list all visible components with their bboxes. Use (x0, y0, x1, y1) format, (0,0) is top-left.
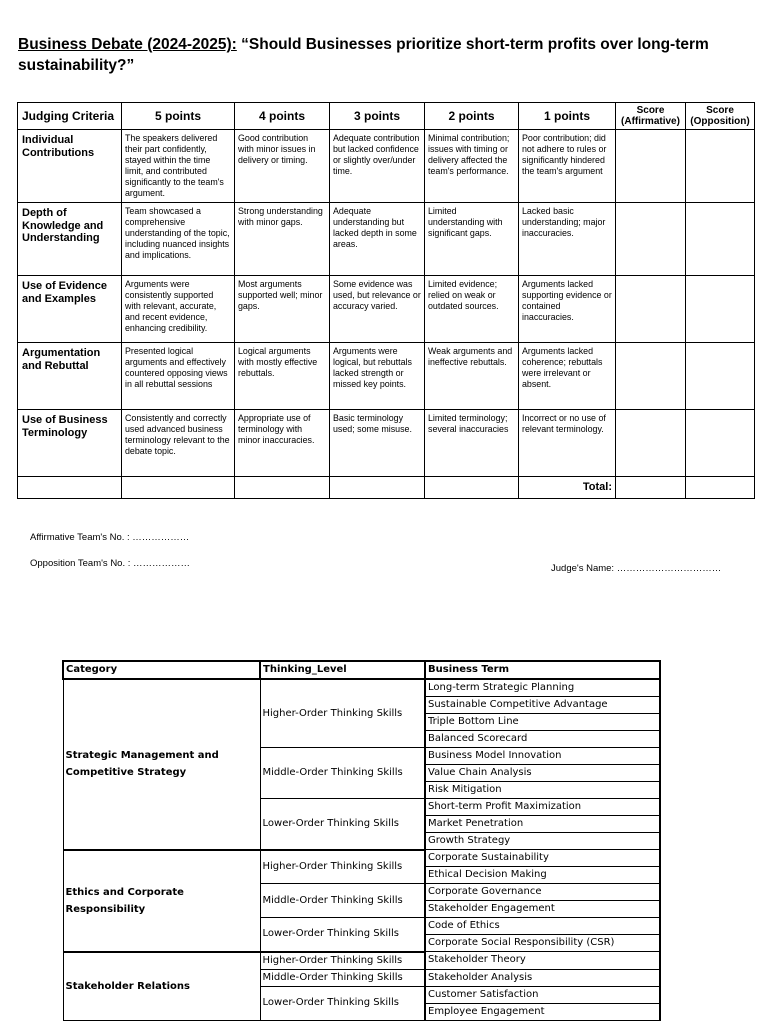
business-term-cell: Value Chain Analysis (425, 765, 660, 782)
rubric-row (18, 410, 755, 477)
rubric-row (18, 130, 755, 203)
terms-header: Thinking_Level (260, 661, 425, 679)
rubric-header: 1 points (519, 103, 616, 130)
score-opposition-cell[interactable] (686, 343, 755, 410)
rubric-descriptor-p5: Consistently and correctly used advanced business terminology relevant to the debate topic. (122, 410, 235, 477)
score-affirmative-cell[interactable] (616, 130, 686, 203)
rubric-row (18, 276, 755, 343)
judge-name-field[interactable]: Judge's Name: …………………………… (551, 563, 722, 574)
empty-cell (330, 477, 425, 499)
rubric-descriptor-p4: Appropriate use of terminology with minor inaccuracies. (235, 410, 330, 477)
thinking-level-cell: Lower-Order Thinking Skills (260, 799, 425, 850)
rubric-header-score-affirmative: Score (Affirmative) (616, 103, 686, 130)
business-term-cell: Corporate Social Responsibility (CSR) (425, 935, 660, 952)
terms-row (63, 850, 660, 867)
rubric-descriptor-p5: The speakers delivered their part confidently, stayed within the time limit, and contributed significantly to the team's argument. (122, 130, 235, 203)
total-affirmative-cell[interactable] (616, 477, 686, 499)
rubric-criterion: Argumentation and Rebuttal (18, 343, 122, 410)
thinking-level-cell: Higher-Order Thinking Skills (260, 952, 425, 970)
title-lead: Business Debate (2024-2025): (18, 36, 237, 53)
business-term-cell: Ethical Decision Making (425, 867, 660, 884)
terms-header: Business Term (425, 661, 660, 679)
score-opposition-cell[interactable] (686, 276, 755, 343)
thinking-level-cell: Middle-Order Thinking Skills (260, 969, 425, 986)
business-term-cell: Short-term Profit Maximization (425, 799, 660, 816)
rubric-header: Judging Criteria (18, 103, 122, 130)
rubric-header-score-opposition: Score (Opposition) (686, 103, 755, 130)
business-term-cell: Long-term Strategic Planning (425, 679, 660, 697)
judging-rubric-table (17, 102, 755, 499)
business-term-cell: Business Model Innovation (425, 748, 660, 765)
rubric-descriptor-p4: Most arguments supported well; minor gaps. (235, 276, 330, 343)
score-affirmative-cell[interactable] (616, 203, 686, 276)
rubric-header: 5 points (122, 103, 235, 130)
rubric-descriptor-p1: Arguments lacked coherence; rebuttals were irrelevant or absent. (519, 343, 616, 410)
thinking-level-cell: Lower-Order Thinking Skills (260, 918, 425, 952)
rubric-descriptor-p2: Minimal contribution; issues with timing or delivery affected the team's performance. (425, 130, 519, 203)
rubric-descriptor-p4: Good contribution with minor issues in delivery or timing. (235, 130, 330, 203)
total-label: Total: (519, 477, 616, 499)
rubric-row (18, 343, 755, 410)
page-title (18, 34, 748, 76)
business-term-cell: Sustainable Competitive Advantage (425, 697, 660, 714)
business-term-cell: Customer Satisfaction (425, 986, 660, 1003)
empty-cell (235, 477, 330, 499)
rubric-total-row (18, 477, 755, 499)
empty-cell (122, 477, 235, 499)
score-affirmative-cell[interactable] (616, 343, 686, 410)
business-term-cell: Corporate Sustainability (425, 850, 660, 867)
opposition-team-field[interactable]: Opposition Team's No. : ……………… (30, 558, 191, 569)
rubric-descriptor-p3: Basic terminology used; some misuse. (330, 410, 425, 477)
rubric-descriptor-p4: Strong understanding with minor gaps. (235, 203, 330, 276)
thinking-level-cell: Middle-Order Thinking Skills (260, 884, 425, 918)
thinking-level-cell: Middle-Order Thinking Skills (260, 748, 425, 799)
terms-row (63, 679, 660, 697)
business-term-cell: Code of Ethics (425, 918, 660, 935)
rubric-criterion: Depth of Knowledge and Understanding (18, 203, 122, 276)
business-term-cell: Risk Mitigation (425, 782, 660, 799)
rubric-descriptor-p5: Team showcased a comprehensive understanding of the topic, including nuanced insights and implications. (122, 203, 235, 276)
rubric-criterion: Use of Business Terminology (18, 410, 122, 477)
rubric-descriptor-p2: Limited evidence; relied on weak or outdated sources. (425, 276, 519, 343)
business-term-cell: Corporate Governance (425, 884, 660, 901)
rubric-header: 3 points (330, 103, 425, 130)
rubric-descriptor-p3: Adequate contribution but lacked confidence or slightly over/under time. (330, 130, 425, 203)
business-term-cell: Stakeholder Theory (425, 952, 660, 970)
rubric-descriptor-p3: Adequate understanding but lacked depth in some areas. (330, 203, 425, 276)
terms-row (63, 952, 660, 970)
category-cell: Stakeholder Relations (63, 952, 260, 1021)
score-opposition-cell[interactable] (686, 203, 755, 276)
rubric-descriptor-p3: Arguments were logical, but rebuttals lacked strength or missed key points. (330, 343, 425, 410)
rubric-descriptor-p1: Lacked basic understanding; major inaccuracies. (519, 203, 616, 276)
business-term-cell: Stakeholder Analysis (425, 969, 660, 986)
empty-cell (18, 477, 122, 499)
score-affirmative-cell[interactable] (616, 276, 686, 343)
thinking-level-cell: Higher-Order Thinking Skills (260, 850, 425, 884)
business-term-cell: Triple Bottom Line (425, 714, 660, 731)
category-cell: Strategic Management and Competitive Strategy (63, 679, 260, 850)
score-affirmative-cell[interactable] (616, 410, 686, 477)
rubric-descriptor-p1: Poor contribution; did not adhere to rules or significantly hindered the team's argument (519, 130, 616, 203)
business-term-cell: Stakeholder Engagement (425, 901, 660, 918)
total-opposition-cell[interactable] (686, 477, 755, 499)
terms-header-row (63, 661, 660, 679)
rubric-row (18, 203, 755, 276)
rubric-header-row (18, 103, 755, 130)
rubric-descriptor-p2: Weak arguments and ineffective rebuttals. (425, 343, 519, 410)
business-term-cell: Market Penetration (425, 816, 660, 833)
terms-header: Category (63, 661, 260, 679)
rubric-header: 2 points (425, 103, 519, 130)
score-opposition-cell[interactable] (686, 410, 755, 477)
rubric-descriptor-p1: Incorrect or no use of relevant terminology. (519, 410, 616, 477)
score-opposition-cell[interactable] (686, 130, 755, 203)
empty-cell (425, 477, 519, 499)
thinking-level-cell: Lower-Order Thinking Skills (260, 986, 425, 1020)
rubric-criterion: Use of Evidence and Examples (18, 276, 122, 343)
business-term-cell: Balanced Scorecard (425, 731, 660, 748)
title-question: “Should Businesses prioritize short-term profits over long-term sustainability?” (18, 36, 709, 74)
business-term-cell: Employee Engagement (425, 1003, 660, 1020)
rubric-descriptor-p2: Limited understanding with significant gaps. (425, 203, 519, 276)
category-cell: Ethics and Corporate Responsibility (63, 850, 260, 952)
rubric-descriptor-p5: Arguments were consistently supported with relevant, accurate, and recent evidence, enhancing credibility. (122, 276, 235, 343)
rubric-descriptor-p3: Some evidence was used, but relevance or accuracy varied. (330, 276, 425, 343)
rubric-descriptor-p4: Logical arguments with mostly effective rebuttals. (235, 343, 330, 410)
rubric-descriptor-p1: Arguments lacked supporting evidence or contained inaccuracies. (519, 276, 616, 343)
rubric-descriptor-p2: Limited terminology; several inaccuracies (425, 410, 519, 477)
business-terms-table (62, 660, 661, 1021)
rubric-criterion: Individual Contributions (18, 130, 122, 203)
affirmative-team-field[interactable]: Affirmative Team's No. : ……………… (30, 532, 190, 543)
business-term-cell: Growth Strategy (425, 833, 660, 850)
thinking-level-cell: Higher-Order Thinking Skills (260, 679, 425, 748)
rubric-descriptor-p5: Presented logical arguments and effectively countered opposing views in all rebuttal sessions (122, 343, 235, 410)
rubric-header: 4 points (235, 103, 330, 130)
